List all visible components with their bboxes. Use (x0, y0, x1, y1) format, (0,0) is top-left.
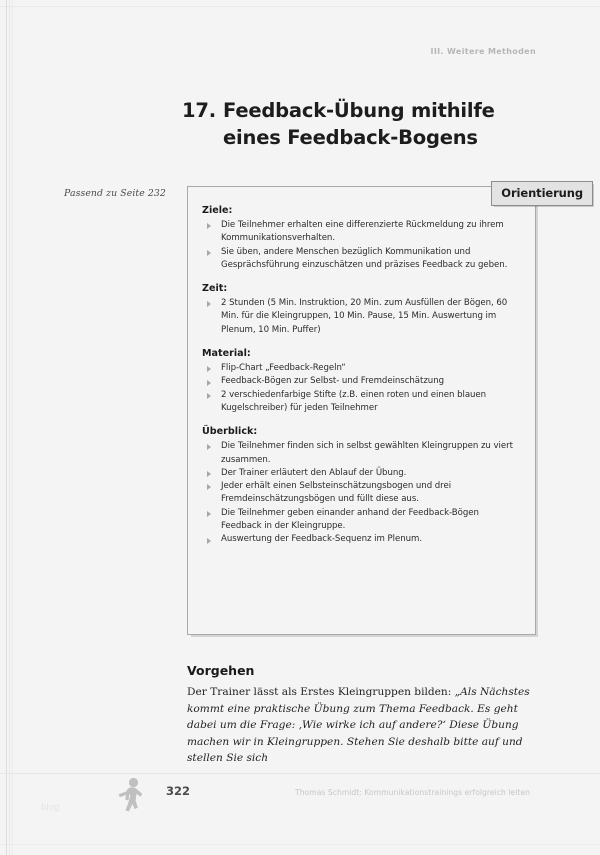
triangle-bullet-icon (207, 301, 211, 307)
list-item (202, 440, 521, 467)
triangle-bullet-icon (207, 250, 211, 256)
bullet-list (202, 362, 521, 415)
section-heading: Überblick: (202, 426, 258, 438)
triangle-bullet-icon (207, 471, 211, 477)
running-figure-icon (115, 776, 149, 812)
list-item (202, 246, 521, 273)
procedure-body (187, 684, 537, 767)
orientation-info-box (187, 186, 536, 635)
info-box-content (188, 187, 535, 555)
list-item-text: Die Teilnehmer erhalten eine differenzierte Rückmeldung zu ihrem Kommunikationsverhalten. (221, 220, 504, 244)
triangle-bullet-icon (207, 393, 211, 399)
section-heading: Zeit: (202, 283, 228, 295)
list-item-text: Der Trainer erläutert den Ablauf der Übung. (221, 467, 407, 478)
side-note-passend-zu-seite: Passend zu Seite 232 (64, 188, 166, 199)
box-section-zeit (202, 283, 521, 337)
triangle-bullet-icon (207, 223, 211, 229)
triangle-bullet-icon (207, 444, 211, 450)
list-item-text: Sie üben, andere Menschen bezüglich Kommunikation und Gesprächsführung einzuschätzen und präzises Feedback zu geben. (221, 246, 508, 270)
bullet-list (202, 297, 521, 337)
chapter-heading-text: Feedback-Übung mithilfe eines Feedback-Bogens (223, 99, 495, 149)
running-header: III. Weitere Methoden (430, 47, 536, 56)
list-item-text: 2 Stunden (5 Min. Instruktion, 20 Min. zum Ausfüllen der Bögen, 60 Min. für die Kleingruppen, 10 Min. Pause, 15 Min. Auswertung im Plenum, 10 Min. Puffer) (221, 298, 508, 335)
list-item (202, 389, 521, 416)
list-item (202, 467, 521, 480)
box-section-material (202, 348, 521, 415)
footer-credit: Thomas Schmidt: Kommunikationstrainings erfolgreich leiten (295, 788, 531, 797)
list-item-text: 2 verschiedenfarbige Stifte (z.B. einen roten und einen blauen Kugelschreiber) für jeden Teilnehmer (221, 389, 487, 413)
page-title (182, 97, 540, 151)
triangle-bullet-icon (207, 511, 211, 517)
procedure-section (187, 663, 537, 767)
box-section-ueberblick (202, 426, 521, 546)
list-item-text: Flip-Chart „Feedback-Regeln“ (221, 363, 346, 374)
page-number: 322 (166, 784, 191, 798)
footer-divider (0, 773, 600, 774)
list-item (202, 375, 521, 388)
list-item-text: Die Teilnehmer geben einander anhand der Feedback-Bögen Feedback in der Kleingruppe. (221, 507, 479, 532)
bullet-list (202, 219, 521, 272)
page-spine-line (6, 0, 7, 855)
list-item (202, 362, 521, 375)
page-spine-line (12, 0, 13, 855)
procedure-quote-text: „Als Nächstes kommt eine praktische Übung zum Thema Feedback. Es geht dabei um die Frage: ‚Wie wirke ich auf andere?‘ Diese Übung machen wir in Kleingruppen. Stehen Sie deshalb bitte auf und stellen Sie sich (187, 686, 530, 765)
triangle-bullet-icon (207, 366, 211, 372)
box-section-ziele (202, 205, 521, 272)
list-item-text: Auswertung der Feedback-Sequenz im Plenum. (221, 534, 422, 545)
list-item (202, 533, 521, 546)
list-item (202, 480, 521, 507)
orientation-tab-label: Orientierung (491, 181, 593, 206)
list-item-text: Die Teilnehmer finden sich in selbst gewählten Kleingruppen zu viert zusammen. (221, 441, 513, 465)
page-edge-top (0, 6, 600, 7)
watermark: blog (41, 803, 60, 813)
triangle-bullet-icon (207, 484, 211, 490)
procedure-lead-text: Der Trainer lässt als Erstes Kleingruppen bilden: (187, 686, 455, 698)
chapter-number: 17. (182, 99, 216, 122)
list-item-text: Jeder erhält einen Selbsteinschätzungsbogen und drei Fremdeinschätzungsbögen und füllt diese aus. (221, 481, 452, 505)
page-edge-bottom (0, 844, 600, 845)
procedure-heading: Vorgehen (187, 663, 255, 678)
section-heading: Material: (202, 348, 251, 360)
list-item (202, 297, 521, 337)
list-item (202, 507, 521, 534)
triangle-bullet-icon (207, 538, 211, 544)
list-item (202, 219, 521, 246)
list-item-text: Feedback-Bögen zur Selbst- und Fremdeinschätzung (221, 376, 445, 387)
triangle-bullet-icon (207, 380, 211, 386)
bullet-list (202, 440, 521, 546)
page-spine-line (9, 0, 10, 855)
section-heading: Ziele: (202, 205, 233, 216)
